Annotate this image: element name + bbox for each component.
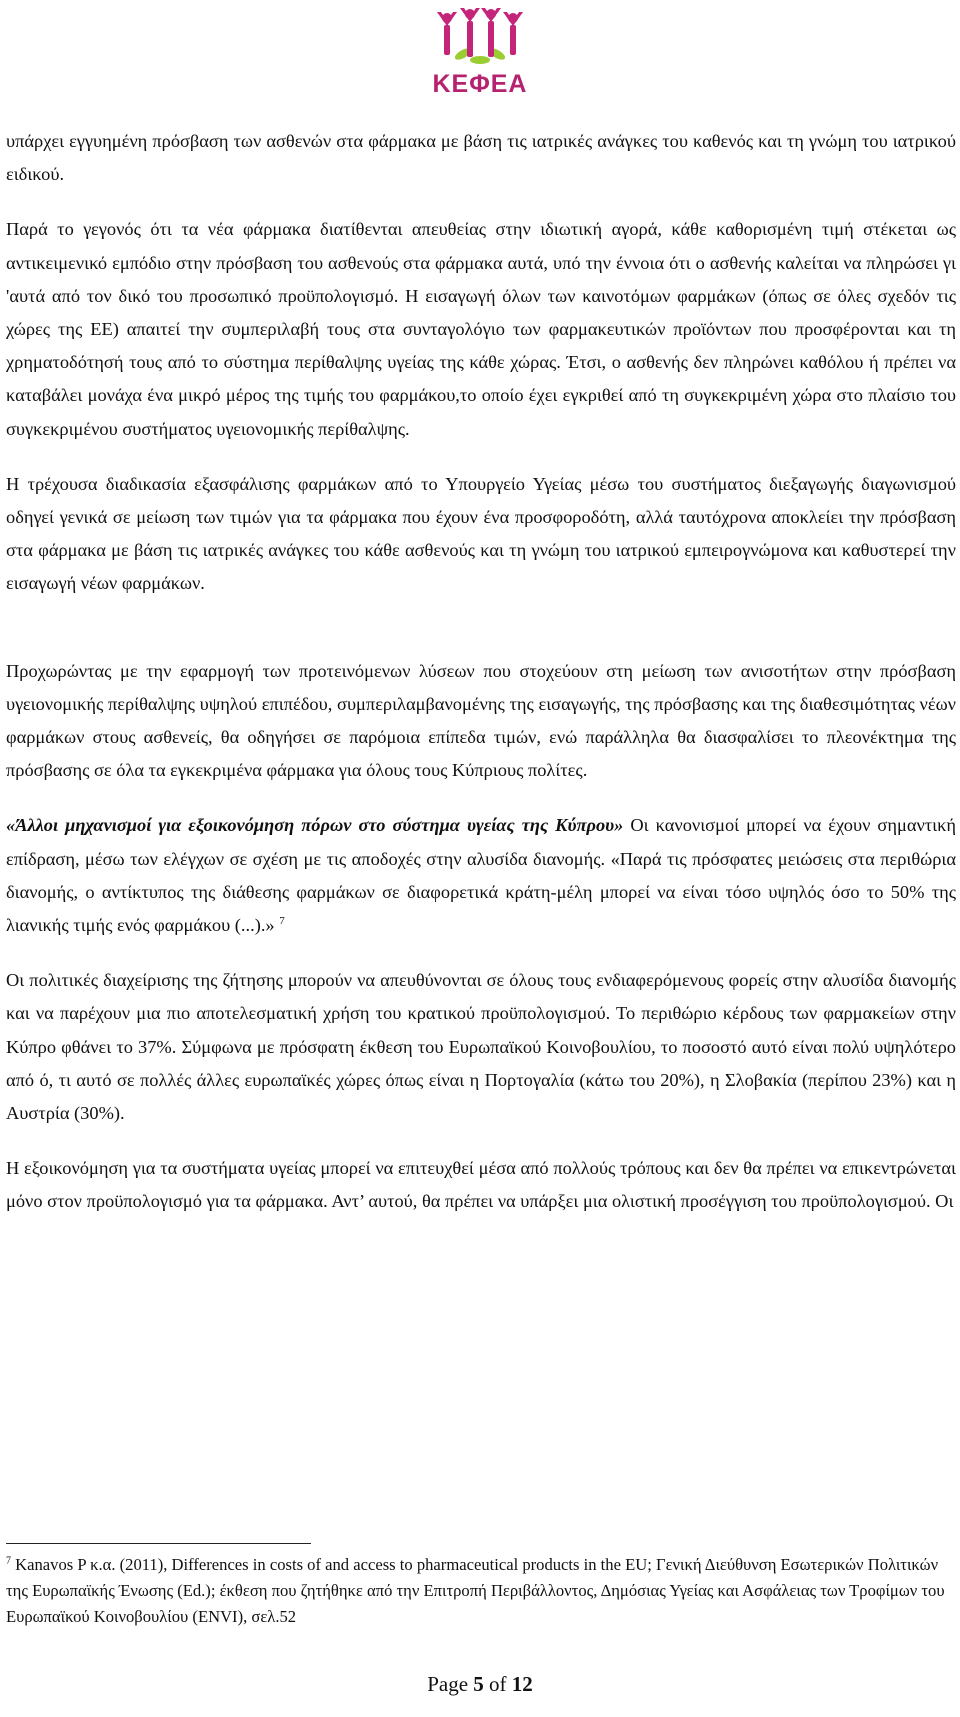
- logo-text: ΚΕΦΕΑ: [432, 70, 528, 98]
- total-pages: 12: [511, 1672, 533, 1696]
- page-label: Page: [427, 1672, 469, 1696]
- kefea-logo: [418, 4, 542, 104]
- paragraph: Παρά το γεγονός ότι τα νέα φάρμακα διατίθενται απευθείας στην ιδιωτική αγορά, κάθε καθορισμένη τιμή στέκεται ως αντικειμενικό εμπόδιο στην πρόσβαση του ασθενούς στα φάρμακα αυτά, υπό την έννοια ότι ο ασθενής καλείται να πληρώσει γι 'αυτά από τον δικό του προσωπικό προϋπολογισμό. Η εισαγωγή όλων των καινοτόμων φαρμάκων (όπως σε όλες σχεδόν τις χώρες της ΕΕ) απαιτεί την συμπεριλαβή τους στα συνταγολόγιο των φαρμακευτικών προϊόντων που προσφέρονται και τη χρηματοδότησή τους από το σύστημα περίθαλψης υγείας της κάθε χώρας. Έτσι, ο ασθενής δεν πληρώνει καθόλου ή πρέπει να καταβάλει μονάχα ένα μικρό μέρος της τιμής του φαρμάκου,το οποίο έχει εγκριθεί από τη συγκεκριμένη χώρα στο πλαίσιο του συγκεκριμένου συστήματος υγειονομικής περίθαλψης.: [6, 219, 956, 439]
- footnote-separator: [6, 1543, 311, 1544]
- footnote-text: Kanavos P κ.α. (2011), Differences in costs of and access to pharmaceutical products in the EU; Γενική Διεύθυνση Εσωτερικών Πολιτικών της Ευρωπαϊκής Ένωσης (Ed.); έκθεση που ζητήθηκε από την Επιτροπή Περιβάλλοντος, Δημόσιας Υγείας και Ασφάλειας των Τροφίμων του Ευρωπαϊκού Κοινοβουλίου (ENVI), σελ.52: [6, 1555, 945, 1626]
- footnote-reference[interactable]: 7: [279, 914, 285, 927]
- paragraph: Η τρέχουσα διαδικασία εξασφάλισης φαρμάκων από το Υπουργείο Υγείας μέσω του συστήματος διεξαγωγής διαγωνισμού οδηγεί γενικά σε μείωση των τιμών για τα φάρμακα που έχουν ένα προσφοροδότη, αλλά ταυτόχρονα αποκλείει την πρόσβαση στα φάρμακα με βάση τις ιατρικές ανάγκες του κάθε ασθενούς και τη γνώμη του ιατρικού εμπειρογνώμονα και καθυστερεί την εισαγωγή νέων φαρμάκων.: [6, 473, 956, 594]
- footnote-number: 7: [6, 1555, 11, 1567]
- paragraph: Προχωρώντας με την εφαρμογή των προτεινόμενων λύσεων που στοχεύουν στη μείωση των ανισοτήτων στην πρόσβαση υγειονομικής περίθαλψης υψηλού επιπέδου, συμπεριλαμβανομένης της εισαγωγής, της πρόσβασης και της διαθεσιμότητας νέων φαρμάκων στους ασθενείς, θα οδηγήσει σε παρόμοια επίπεδα τιμών, ενώ παράλληλα θα διασφαλίσει το πλεονέκτημα της πρόσβασης σε όλα τα εγκεκριμένα φάρμακα για όλους τους Κύπριους πολίτες.: [6, 660, 956, 781]
- of-label: of: [489, 1672, 507, 1696]
- section-heading: «Άλλοι μηχανισμοί για εξοικονόμηση πόρων στο σύστημα υγείας της Κύπρου»: [6, 815, 624, 836]
- paragraph: Οι πολιτικές διαχείρισης της ζήτησης μπορούν να απευθύνονται σε όλους τους ενδιαφερόμενους φορείς στην αλυσίδα διανομής και να παρέχουν μια πιο αποτελεσματική χρήση του κρατικού προϋπολογισμού. Το περιθώριο κέρδους των φαρμακείων στην Κύπρο φθάνει το 37%. Σύμφωνα με πρόσφατη έκθεση του Ευρωπαϊκού Κοινοβουλίου, το ποσοστό αυτό είναι πολύ υψηλότερο από ό, τι αυτό σε πολλές άλλες ευρωπαϊκές χώρες όπως είναι η Πορτογαλία (κάτω του 20%), η Σλοβακία (περίπου 23%) και η Αυστρία (30%).: [6, 970, 956, 1124]
- paragraph-text: Οι κανονισμοί μπορεί να έχουν σημαντική επίδραση, μέσω των ελέγχων σε σχέση με τις αποδοχές στην αλυσίδα διανομής. «Παρά τις πρόσφατες μειώσεις στα περιθώρια διανομής, ο αντίκτυπος της διάθεσης φαρμάκων σε διαφορετικά κράτη-μέλη μπορεί να είναι τόσο υψηλός όσο το 50% της λιανικής τιμής ενός φαρμάκου (...).»: [6, 815, 956, 936]
- paragraph: υπάρχει εγγυημένη πρόσβαση των ασθενών στα φάρμακα με βάση τις ιατρικές ανάγκες του καθενός και τη γνώμη του ιατρικού ειδικού.: [6, 131, 956, 185]
- paragraph: Η εξοικονόμηση για τα συστήματα υγείας μπορεί να επιτευχθεί μέσα από πολλούς τρόπους και δεν θα πρέπει να επικεντρώνεται μόνο στον προϋπολογισμό για τα φάρμακα. Αντ’ αυτού, θα πρέπει να υπάρξει μια ολιστική προσέγγιση του προϋπολογισμού. Οι: [6, 1158, 956, 1212]
- body-text: [6, 125, 956, 1241]
- page-number: [0, 1672, 960, 1697]
- current-page: 5: [473, 1672, 484, 1696]
- people-logo-icon: [425, 4, 535, 76]
- paragraph-with-heading: [6, 809, 956, 942]
- footnote: [6, 1552, 956, 1630]
